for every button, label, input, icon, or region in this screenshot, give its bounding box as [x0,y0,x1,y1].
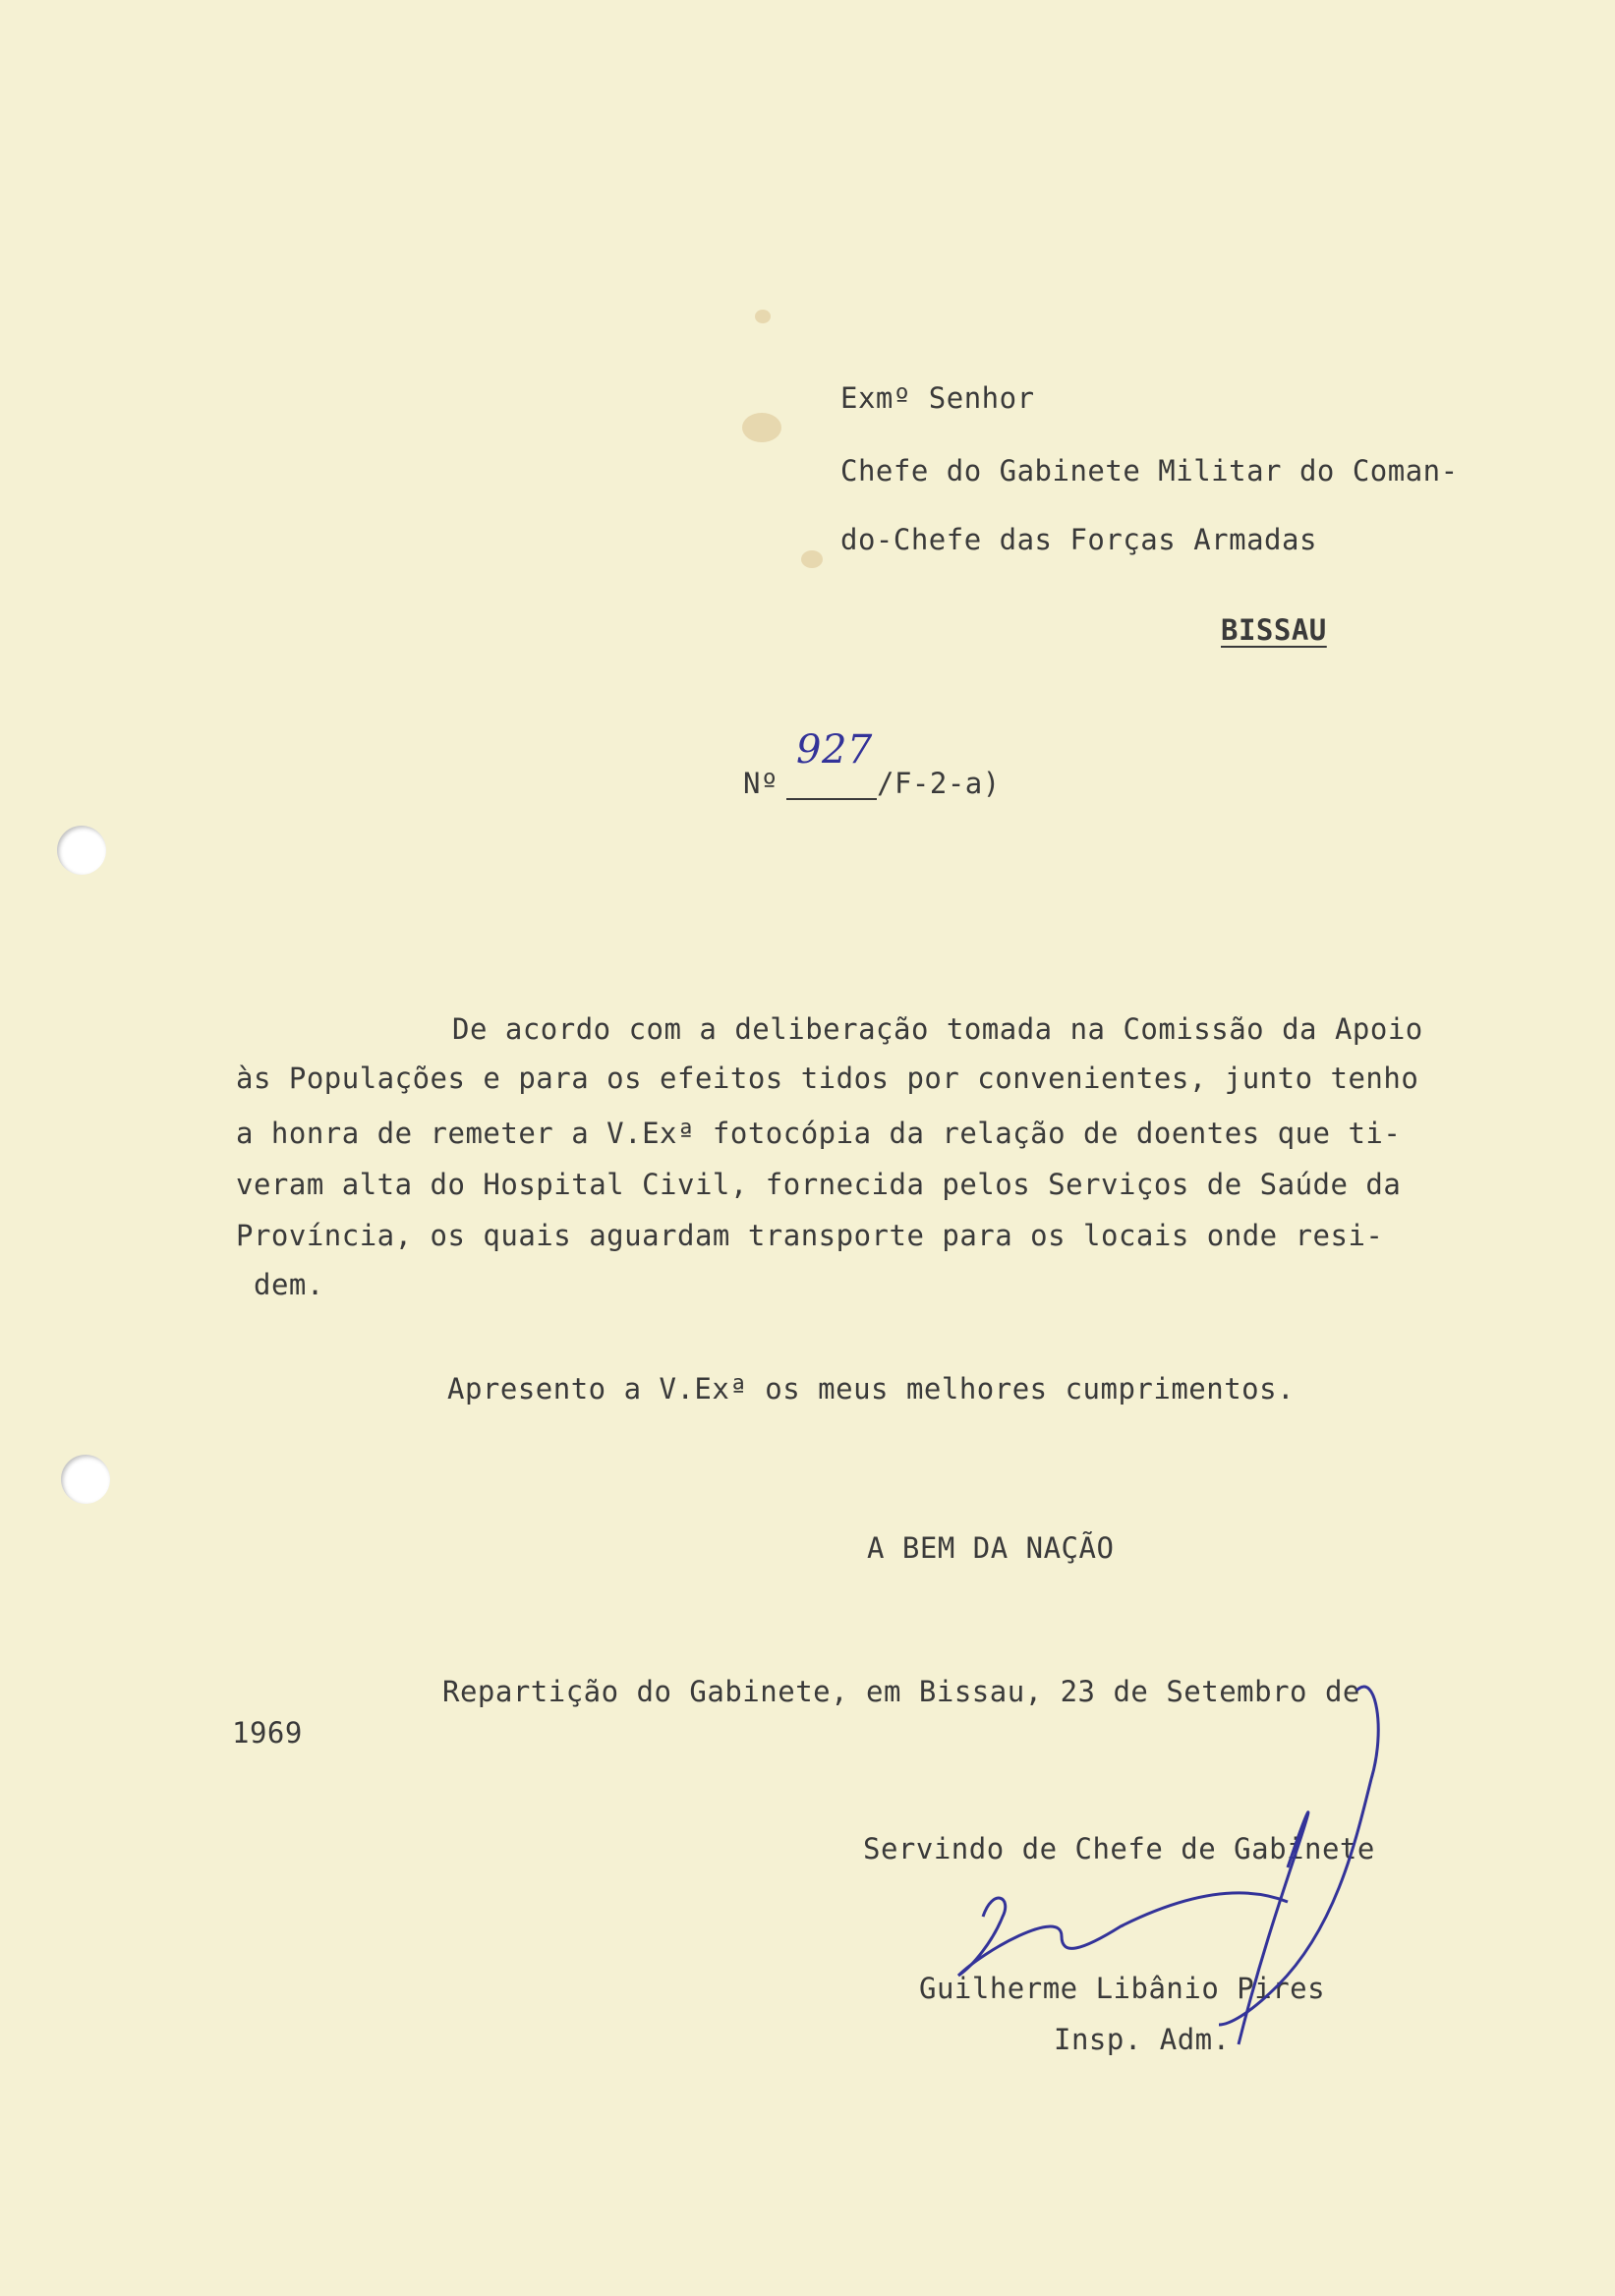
body-paragraph-1-line: dem. [254,1268,324,1301]
recipient-title-line-2: do-Chefe das Forças Armadas [840,523,1317,556]
punch-hole-top [57,826,106,875]
closing-place-date-line-1: Repartição do Gabinete, em Bissau, 23 de Setembro de [442,1675,1360,1708]
paper-stain [742,413,781,442]
body-paragraph-1-line: veram alta do Hospital Civil, fornecida pelos Serviços de Saúde da [236,1168,1402,1201]
body-paragraph-1-line: a honra de remeter a V.Exª fotocópia da relação de doentes que ti- [236,1117,1402,1150]
closing-place-date-line-2: 1969 [232,1716,303,1750]
paper-stain [755,310,771,323]
signatory-name: Guilherme Libânio Pires [919,1972,1326,2005]
body-paragraph-1-line: às Populações e para os efeitos tidos por convenientes, junto tenho [236,1062,1419,1095]
reference-number-handwritten: 927 [796,727,873,773]
paper-stain [801,550,823,568]
reference-prefix: Nº [743,767,779,800]
body-paragraph-2: Apresento a V.Exª os meus melhores cumprimentos. [447,1372,1296,1406]
recipient-city: BISSAU [1221,613,1327,647]
signatory-role: Servindo de Chefe de Gabinete [863,1832,1375,1866]
body-paragraph-1-line: De acordo com a deliberação tomada na Comissão da Apoio [452,1012,1423,1046]
reference-suffix: /F-2-a) [877,767,1001,800]
body-paragraph-1-line: Província, os quais aguardam transporte para os locais onde resi- [236,1219,1384,1252]
reference-number-underline [786,798,877,800]
recipient-salutation: Exmº Senhor [840,381,1035,415]
closing-motto: A BEM DA NAÇÃO [867,1531,1115,1565]
recipient-title-line-1: Chefe do Gabinete Militar do Coman- [840,454,1459,488]
punch-hole-bottom [61,1455,110,1504]
signatory-title: Insp. Adm. [1054,2023,1231,2056]
